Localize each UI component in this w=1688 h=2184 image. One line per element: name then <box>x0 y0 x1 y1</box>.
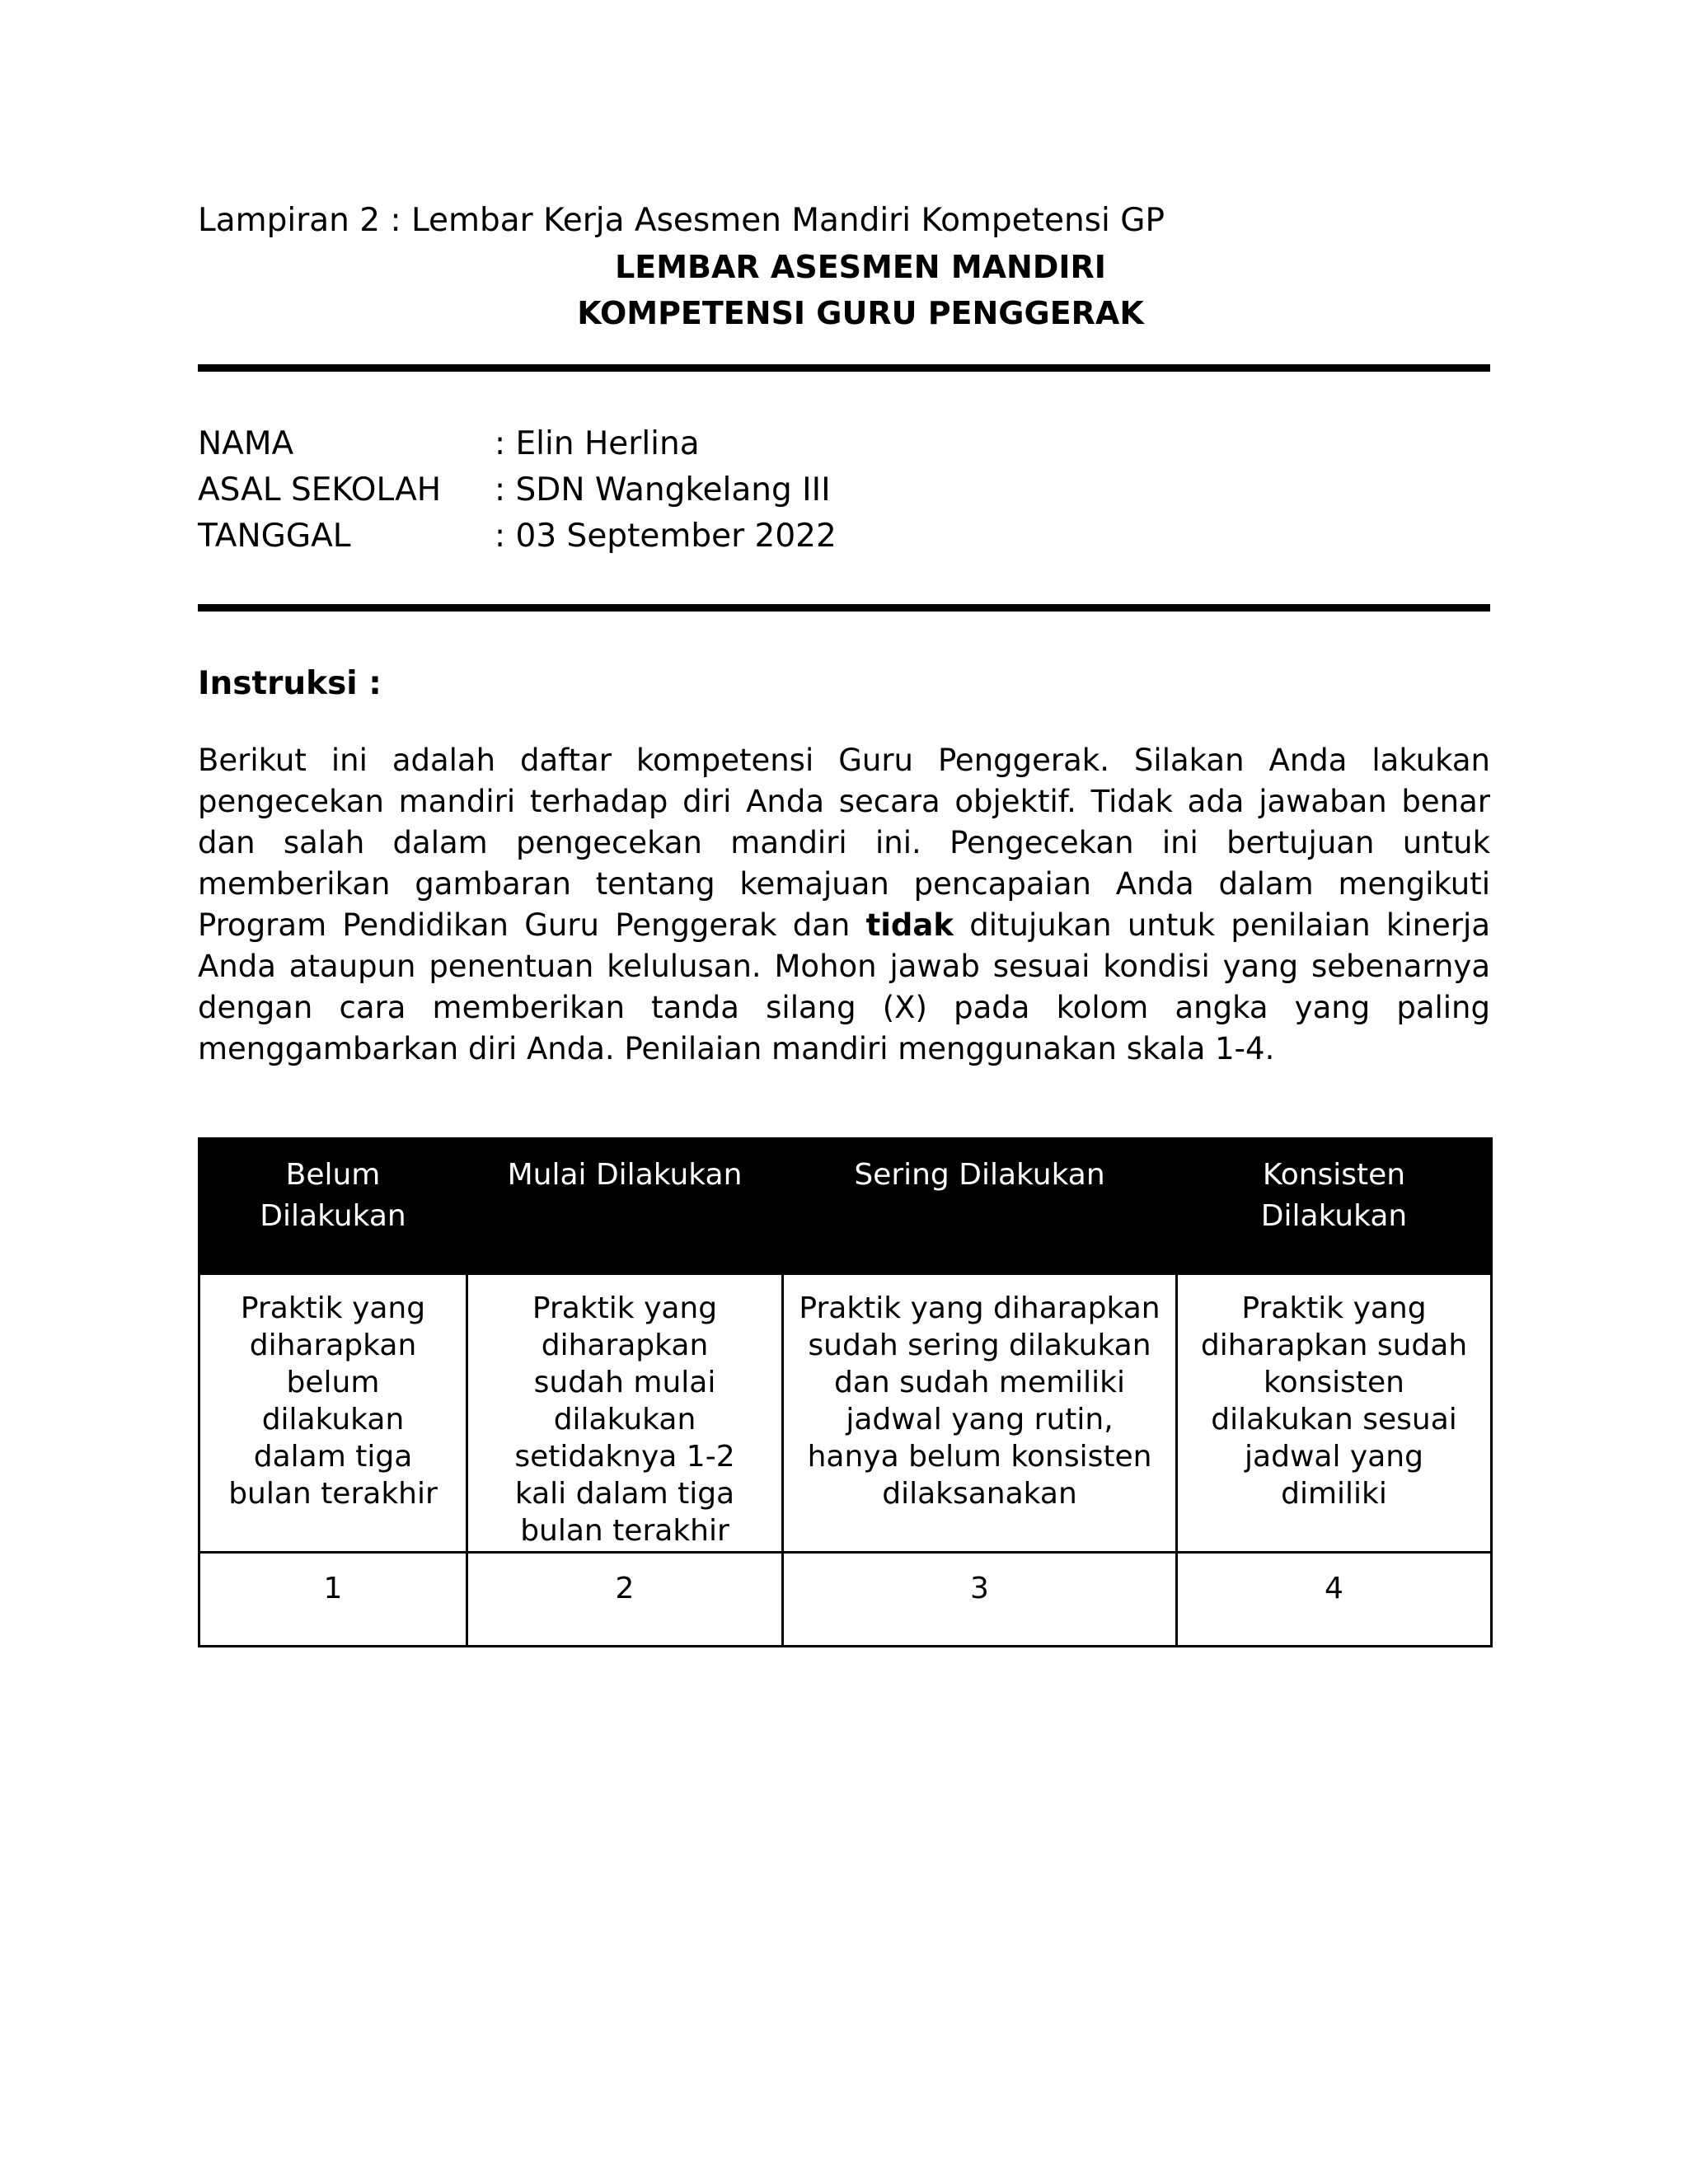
identity-label: NAMA <box>198 425 294 462</box>
divider-bottom <box>198 604 1490 612</box>
table-cell-number[interactable]: 2 <box>467 1553 783 1647</box>
rating-scale-table <box>198 1137 1493 1647</box>
table-cell-description: Praktik yang diharapkan belum dilakukan dalam tiga bulan terakhir <box>199 1274 467 1553</box>
table-header-cell: Belum Dilakukan <box>199 1139 467 1274</box>
identity-block <box>198 421 1490 560</box>
table-cell-number[interactable]: 4 <box>1177 1553 1492 1647</box>
identity-row-school <box>198 467 1490 513</box>
identity-value: : 03 September 2022 <box>495 518 837 555</box>
table-cell-number[interactable]: 3 <box>783 1553 1177 1647</box>
instructions-paragraph <box>198 740 1490 1070</box>
table-row-descriptions <box>199 1274 1492 1553</box>
instructions-text-part-2: ditujukan untuk penilaian kinerja Anda ataupun penentuan kelulusan. Mohon jawab sesuai kondisi yang sebenarnya dengan cara memberikan tanda silang (X) pada kolom angka yang paling menggambarkan diri Anda. Penilaian mandiri menggunakan skala 1-4. <box>198 907 1490 1066</box>
table-row-numbers <box>199 1553 1492 1647</box>
identity-row-date <box>198 513 1490 560</box>
document-title-line-2: KOMPETENSI GURU PENGGERAK <box>577 295 1144 331</box>
identity-value: : Elin Herlina <box>495 425 700 462</box>
table-header-cell: Mulai Dilakukan <box>467 1139 783 1274</box>
identity-value: : SDN Wangkelang III <box>495 471 831 509</box>
table-header-cell: Konsisten Dilakukan <box>1177 1139 1492 1274</box>
identity-label: TANGGAL <box>198 518 351 555</box>
identity-label: ASAL SEKOLAH <box>198 471 442 509</box>
table-cell-number[interactable]: 1 <box>199 1553 467 1647</box>
table-cell-description: Praktik yang diharapkan sudah konsisten dilakukan sesuai jadwal yang dimiliki <box>1177 1274 1492 1553</box>
table-header-row <box>199 1139 1492 1274</box>
document-page <box>198 198 1490 1647</box>
instructions-bold-word: tidak <box>865 907 954 943</box>
table-cell-description: Praktik yang diharapkan sudah sering dilakukan dan sudah memiliki jadwal yang rutin, hanya belum konsisten dilaksanakan <box>783 1274 1177 1553</box>
attachment-label: Lampiran 2 : Lembar Kerja Asesmen Mandiri Kompetensi GP <box>198 202 1165 239</box>
table-cell-description: Praktik yang diharapkan sudah mulai dilakukan setidaknya 1-2 kali dalam tiga bulan terakhir <box>467 1274 783 1553</box>
instructions-text-part-1: Berikut ini adalah daftar kompetensi Guru Penggerak. Silakan Anda lakukan pengecekan mandiri terhadap diri Anda secara objektif. Tidak ada jawaban benar dan salah dalam pengecekan mandiri ini. Pengecekan ini bertujuan untuk memberikan gambaran tentang kemajuan pencapaian Anda dalam mengikuti Program Pendidikan Guru Penggerak dan <box>198 743 1490 943</box>
table-header-cell: Sering Dilakukan <box>783 1139 1177 1274</box>
divider-top <box>198 364 1490 372</box>
document-title-line-1: LEMBAR ASESMEN MANDIRI <box>615 249 1106 285</box>
identity-row-name <box>198 421 1490 467</box>
instructions-heading: Instruksi : <box>198 665 382 702</box>
